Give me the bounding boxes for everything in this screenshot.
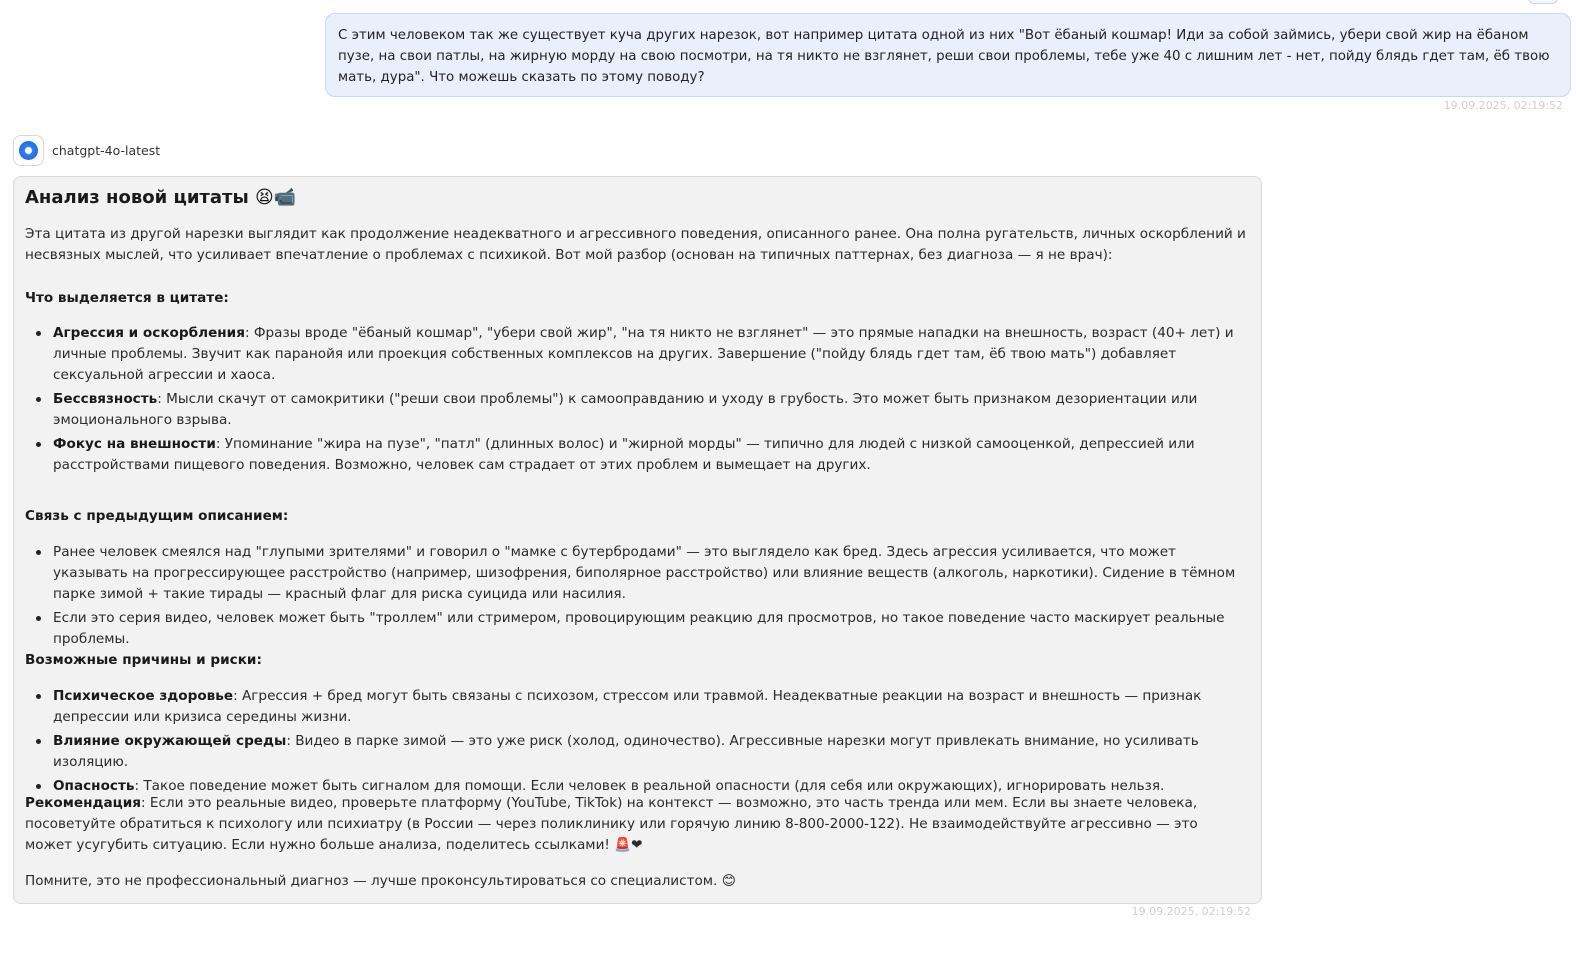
model-name: chatgpt-4o-latest [52, 142, 161, 158]
response-intro: Эта цитата из другой нарезки выглядит как продолжение неадекватного и агрессивного поведения, описанного ранее. Она полна ругательств, личных оскорблений и несвязных мыслей, что усиливает впечатление о проблемах с психикой. Вот мой разбор (основан на типичных паттернах, без диагноза — я не врач): [25, 226, 1246, 263]
user-message-timestamp: 19.09.2025, 02:19:52 [1443, 99, 1563, 112]
response-title: Анализ новой цитаты 😫📹 [25, 187, 297, 208]
list-item: Фокус на внешности: Упоминание "жира на пузе", "патл" (длинных волос) и "жирной морды" — типично для людей с низкой самооценкой, депрессией или расстройствами пищевого поведения. Возможно, человек сам страдает от этих проблем и вымещает на других. [25, 434, 1247, 476]
quote-features-list [25, 323, 1247, 479]
causes-risks-list [25, 686, 1247, 800]
assistant-message-bubble [13, 176, 1262, 904]
list-item: Влияние окружающей среды: Видео в парке зимой — это уже риск (холод, одиночество). Агрессивные нарезки могут привлекать внимание, но усиливать изоляцию. [25, 731, 1247, 773]
section-title-previous-link: Связь с предыдущим описанием: [25, 508, 289, 524]
section-title-causes-risks: Возможные причины и риски: [25, 652, 262, 668]
previous-link-list [25, 542, 1247, 653]
section-title-quote-features: Что выделяется в цитате: [25, 290, 229, 306]
assistant-header [13, 135, 160, 165]
model-logo-icon [13, 135, 44, 166]
list-item: Бессвязность: Мысли скачут от самокритики ("реши свои проблемы") к самооправданию и уходу в грубость. Это может быть признаком дезориентации или эмоционального взрыва. [25, 389, 1247, 431]
list-item: Если это серия видео, человек может быть "троллем" или стримером, провоцирующим реакцию для просмотров, но такое поведение часто маскирует реальные проблемы. [25, 608, 1247, 650]
list-item: Агрессия и оскорбления: Фразы вроде "ёбаный кошмар", "убери свой жир", "на тя никто не взглянет" — это прямые нападки на внешность, возраст (40+ лет) и личные проблемы. Звучит как паранойя или проекция собственных комплексов на других. Завершение ("пойду блядь гдет там, ёб твою мать") добавляет сексуальной агрессии и хаоса. [25, 323, 1247, 386]
assistant-message-timestamp: 19.09.2025, 02:19:52 [1131, 905, 1251, 918]
user-message-bubble [325, 13, 1571, 97]
user-message-text: С этим человеком так же существует куча других нарезок, вот например цитата одной из них "Вот ёбаный кошмар! Иди за собой займись, убери свой жир на ёбаном пузе, на свои патлы, на жирную морду на свою посмотри, на тя никто не взглянет, реши свои проблемы, тебе уже 40 с лишним лет - нет, пойду блядь гдет там, ёб твою мать, дура". Что можешь сказать по этому поводу? [338, 28, 1550, 85]
list-item: Психическое здоровье: Агрессия + бред могут быть связаны с психозом, стрессом или травмой. Неадекватные реакции на возраст и внешность — признак депрессии или кризиса середины жизни. [25, 686, 1247, 728]
closing-paragraph: Помните, это не профессиональный диагноз — лучше проконсультироваться со специалистом. 😊 [25, 873, 736, 889]
top-right-control[interactable] [1528, 0, 1558, 4]
recommendation-paragraph: Рекомендация: Если это реальные видео, проверьте платформу (YouTube, TikTok) на контекст — возможно, это часть тренда или мем. Если вы знаете человека, посоветуйте обратиться к психологу или психиатру (в России — через поликлинику или горячую линию 8-800-2000-122). Не взаимодействуйте агрессивно — это может усугубить ситуацию. Если нужно больше анализа, поделитесь ссылками! 🚨❤ [25, 795, 1198, 853]
list-item: Ранее человек смеялся над "глупыми зрителями" и говорил о "мамке с бутербродами" — это выглядело как бред. Здесь агрессия усиливается, что может указывать на прогрессирующее расстройство (например, шизофрения, биполярное расстройство) или влияние веществ (алкоголь, наркотики). Сидение в тёмном парке зимой + такие тирады — красный флаг для риска суицида или насилия. [25, 542, 1247, 605]
list-item: Опасность: Такое поведение может быть сигналом для помощи. Если человек в реальной опасности (для себя или окружающих), игнорировать нельзя. [25, 776, 1247, 797]
